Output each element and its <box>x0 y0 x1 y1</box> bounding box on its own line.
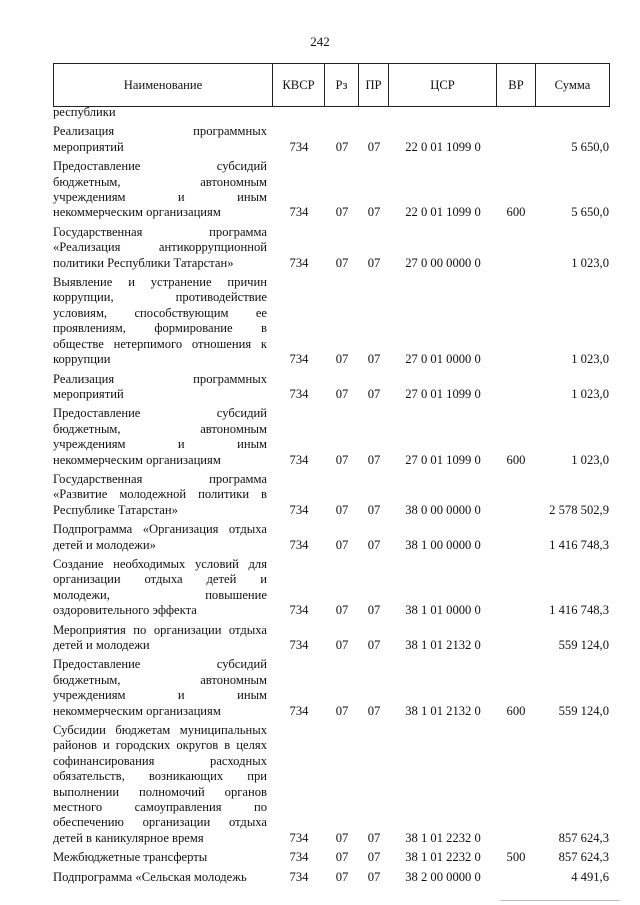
cell-sum: 5 650,0 <box>571 139 609 154</box>
row-name-line: некоммерческим организациям <box>53 703 221 718</box>
cell-kvsr: 734 <box>289 830 309 845</box>
row-name <box>53 870 267 885</box>
cell-rz: 07 <box>335 830 349 845</box>
cell-csr: 38 1 01 2232 0 <box>405 830 481 845</box>
table-row <box>53 557 609 619</box>
cell-pr: 07 <box>367 139 381 154</box>
table-row <box>53 159 609 221</box>
row-name-line: организации отдыха детей и <box>53 572 267 587</box>
cell-pr: 07 <box>367 850 381 865</box>
table-row <box>53 850 609 865</box>
cell-rz: 07 <box>335 386 349 401</box>
scan-edge-line <box>500 900 620 901</box>
row-name-line: проявлениям, формирование в <box>53 321 267 336</box>
header-csr: ЦСР <box>389 64 497 107</box>
cell-pr: 07 <box>367 638 381 652</box>
cell-vr: 600 <box>506 703 526 718</box>
cell-sum: 4 491,6 <box>571 869 609 884</box>
row-name-line: Государственная программа <box>53 224 267 239</box>
cell-pr: 07 <box>367 703 381 718</box>
cell-rz: 07 <box>335 869 349 884</box>
cell-kvsr: 734 <box>289 139 309 154</box>
row-name-line: мероприятий <box>53 386 124 401</box>
row-name-line: обществе нетерпимого отношения к <box>53 336 267 351</box>
cell-csr: 27 0 01 1099 0 <box>405 386 481 401</box>
cell-sum: 559 124,0 <box>558 638 609 652</box>
row-name-line: Предоставление субсидий <box>53 406 267 421</box>
cell-pr: 07 <box>367 205 381 220</box>
cell-rz: 07 <box>335 502 349 517</box>
row-name <box>53 372 267 403</box>
cell-sum: 5 650,0 <box>571 205 609 220</box>
row-name-line: Создание необходимых условий для <box>53 556 267 571</box>
cell-rz: 07 <box>335 255 349 270</box>
page-number: 242 <box>310 34 330 49</box>
row-name <box>53 557 267 619</box>
table-row <box>53 225 609 271</box>
cell-sum: 1 023,0 <box>571 255 609 270</box>
row-name-line: Государственная программа <box>53 471 267 486</box>
row-name-line: обязательств, возникающих при <box>53 769 267 784</box>
header-sum: Сумма <box>536 64 610 107</box>
row-name-line: коррупции <box>53 352 111 367</box>
cell-csr: 22 0 01 1099 0 <box>405 205 481 220</box>
cell-kvsr: 734 <box>289 205 309 220</box>
row-name <box>53 406 267 468</box>
cell-kvsr: 734 <box>289 703 309 718</box>
table-row <box>53 406 609 468</box>
row-name-line: учреждениям и иным <box>53 437 267 452</box>
cell-csr: 38 1 00 0000 0 <box>405 537 481 552</box>
row-name-line: Предоставление субсидий <box>53 657 267 672</box>
table-row <box>53 657 609 719</box>
cell-csr: 27 0 00 0000 0 <box>405 255 481 270</box>
row-name <box>53 105 267 120</box>
row-name-line: учреждениям и иным <box>53 190 267 205</box>
cell-pr: 07 <box>367 537 381 552</box>
row-name-line: оздоровительного эффекта <box>53 603 197 618</box>
cell-kvsr: 734 <box>289 638 309 652</box>
cell-csr: 27 0 01 0000 0 <box>405 352 481 367</box>
row-name-line: Подпрограмма «Сельская молодежь <box>53 869 247 884</box>
cell-sum: 2 578 502,9 <box>549 502 609 517</box>
row-name-line: Подпрограмма «Организация отдыха <box>53 522 267 537</box>
row-name <box>53 623 267 654</box>
table-row <box>53 870 609 885</box>
row-name <box>53 850 267 865</box>
table-body <box>53 105 609 885</box>
row-name-line: молодежи, повышение <box>53 587 267 602</box>
cell-csr: 38 2 00 0000 0 <box>405 869 481 884</box>
cell-rz: 07 <box>335 205 349 220</box>
cell-rz: 07 <box>335 850 349 865</box>
cell-kvsr: 734 <box>289 452 309 467</box>
cell-rz: 07 <box>335 452 349 467</box>
cell-sum: 857 624,3 <box>558 830 609 845</box>
row-name-line: учреждениям и иным <box>53 688 267 703</box>
cell-pr: 07 <box>367 352 381 367</box>
row-name-line: Субсидии бюджетам муниципальных <box>53 723 267 738</box>
cell-pr: 07 <box>367 452 381 467</box>
cell-sum: 1 023,0 <box>571 452 609 467</box>
row-name <box>53 275 267 367</box>
row-name-line: коррупции, противодействие <box>53 290 267 305</box>
cell-rz: 07 <box>335 139 349 154</box>
header-pr: ПР <box>359 64 389 107</box>
row-name-line: детей в каникулярное время <box>53 830 204 845</box>
table-row <box>53 105 609 120</box>
row-name-line: мероприятий <box>53 139 124 154</box>
cell-kvsr: 734 <box>289 850 309 865</box>
row-name-line: некоммерческим организациям <box>53 205 221 220</box>
cell-pr: 07 <box>367 869 381 884</box>
row-name-line: «Реализация антикоррупционной <box>53 240 267 255</box>
cell-csr: 27 0 01 1099 0 <box>405 452 481 467</box>
cell-kvsr: 734 <box>289 255 309 270</box>
cell-rz: 07 <box>335 703 349 718</box>
header-name: Наименование <box>54 64 273 107</box>
cell-pr: 07 <box>367 386 381 401</box>
row-name-line: республики <box>53 105 116 119</box>
table-row <box>53 372 609 403</box>
cell-sum: 1 023,0 <box>571 352 609 367</box>
cell-kvsr: 734 <box>289 537 309 552</box>
cell-vr: 500 <box>506 850 526 865</box>
cell-sum: 1 416 748,3 <box>549 537 609 552</box>
table-row <box>53 623 609 654</box>
row-name-line: Реализация программных <box>53 124 267 139</box>
cell-sum: 1 416 748,3 <box>549 603 609 618</box>
row-name-line: детей и молодежи <box>53 638 150 652</box>
row-name-line: обеспечению организации отдыха <box>53 815 267 830</box>
row-name-line: Межбюджетные трансферты <box>53 850 208 865</box>
cell-rz: 07 <box>335 537 349 552</box>
cell-sum: 559 124,0 <box>558 703 609 718</box>
cell-kvsr: 734 <box>289 502 309 517</box>
row-name-line: Реализация программных <box>53 371 267 386</box>
cell-pr: 07 <box>367 830 381 845</box>
table-row <box>53 522 609 553</box>
cell-csr: 38 1 01 2132 0 <box>405 703 481 718</box>
table-row <box>53 124 609 155</box>
row-name-line: софинансирования расходных <box>53 753 267 768</box>
header-kvsr: КВСР <box>273 64 325 107</box>
header-vr: ВР <box>497 64 536 107</box>
row-name <box>53 225 267 271</box>
cell-csr: 22 0 01 1099 0 <box>405 139 481 154</box>
cell-csr: 38 0 00 0000 0 <box>405 502 481 517</box>
row-name-line: детей и молодежи» <box>53 537 156 552</box>
table-header <box>53 63 610 107</box>
cell-rz: 07 <box>335 638 349 652</box>
row-name <box>53 472 267 518</box>
cell-csr: 38 1 01 2132 0 <box>405 638 481 652</box>
row-name-line: районов и городских округов в целях <box>53 738 267 753</box>
row-name <box>53 124 267 155</box>
row-name-line: местного самоуправления по <box>53 800 267 815</box>
row-name <box>53 723 267 846</box>
cell-rz: 07 <box>335 352 349 367</box>
table-row <box>53 275 609 367</box>
row-name-line: некоммерческим организациям <box>53 452 221 467</box>
row-name <box>53 657 267 719</box>
cell-kvsr: 734 <box>289 352 309 367</box>
cell-kvsr: 734 <box>289 869 309 884</box>
row-name <box>53 522 267 553</box>
cell-pr: 07 <box>367 502 381 517</box>
header-rz: Рз <box>325 64 359 107</box>
cell-vr: 600 <box>506 452 526 467</box>
cell-sum: 1 023,0 <box>571 386 609 401</box>
cell-pr: 07 <box>367 255 381 270</box>
cell-sum: 857 624,3 <box>558 850 609 865</box>
row-name-line: Мероприятия по организации отдыха <box>53 622 267 637</box>
cell-pr: 07 <box>367 603 381 618</box>
cell-csr: 38 1 01 2232 0 <box>405 850 481 865</box>
row-name-line: Выявление и устранение причин <box>53 275 267 290</box>
table-row <box>53 723 609 846</box>
cell-csr: 38 1 01 0000 0 <box>405 603 481 618</box>
row-name-line: бюджетным, автономным <box>53 421 267 436</box>
row-name-line: бюджетным, автономным <box>53 672 267 687</box>
cell-vr: 600 <box>506 205 526 220</box>
row-name-line: условиям, способствующим ее <box>53 305 267 320</box>
row-name-line: бюджетным, автономным <box>53 174 267 189</box>
row-name-line: Предоставление субсидий <box>53 159 267 174</box>
table-row <box>53 472 609 518</box>
row-name-line: «Развитие молодежной политики в <box>53 487 267 502</box>
cell-kvsr: 734 <box>289 386 309 401</box>
row-name-line: Республике Татарстан» <box>53 502 178 517</box>
row-name <box>53 159 267 221</box>
row-name-line: выполнении полномочий органов <box>53 784 267 799</box>
row-name-line: политики Республики Татарстан» <box>53 255 234 270</box>
cell-rz: 07 <box>335 603 349 618</box>
cell-kvsr: 734 <box>289 603 309 618</box>
